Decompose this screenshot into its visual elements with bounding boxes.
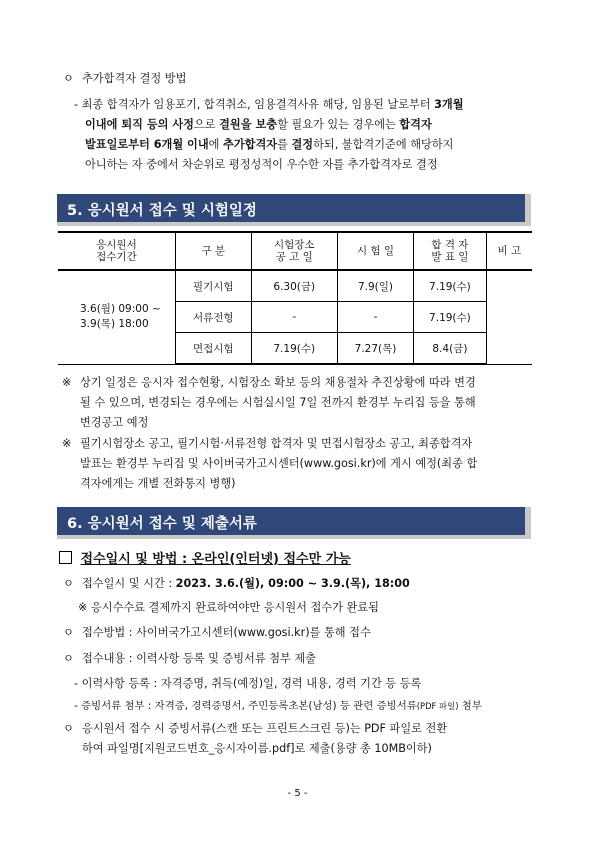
bullet: ㅇ <box>63 626 74 639</box>
checkbox-icon <box>59 551 72 564</box>
header-cell: 응시원서 접수기간 <box>58 232 175 270</box>
table-cell: 서류전형 <box>175 302 251 333</box>
paragraph-line: 발표일로부터 6개월 이내에 추가합격자를 결정하되, 불합격기준에 해당하지 <box>85 138 454 151</box>
schedule-table <box>58 231 532 365</box>
header-cell: 구 분 <box>175 232 251 270</box>
paragraph-line: 아니하는 자 중에서 차순위로 평정성적이 우수한 자를 추가합격자로 결정 <box>85 158 438 171</box>
header-cell: 합 격 자 발 표 일 <box>414 232 486 270</box>
table-cell: 필기시험 <box>175 270 251 302</box>
table-cell: 6.30(금) <box>251 270 337 302</box>
list-item: 접수일시 및 시간 : 2023. 3.6.(월), 09:00 ~ 3.9.(목), 18:00 <box>82 577 410 590</box>
sub-list-item: - 이력사항 등록 : 자격증명, 취득(예정)일, 경력 내용, 경력 기간 등 등록 <box>74 677 422 690</box>
period-cell: 3.6(월) 09:00 ~ 3.9(목) 18:00 <box>58 270 175 364</box>
bullet: ㅇ <box>63 722 74 735</box>
table-row <box>58 270 532 302</box>
list-item: 접수내용 : 이력사항 등록 및 증빙서류 첨부 제출 <box>82 652 316 665</box>
note-line: 필기시험장소 공고, 필기시험·서류전형 합격자 및 면접시험장소 공고, 최종합격자 <box>80 437 473 450</box>
list-item: 하여 파일명[지원코드번호_응시자이름.pdf]로 제출(용량 총 10MB이하) <box>82 742 432 755</box>
subheading: 접수일시 및 방법 : 온라인(인터넷) 접수만 가능 <box>59 548 351 567</box>
header-cell: 시 험 일 <box>337 232 413 270</box>
section-item-title: 추가합격자 결정 방법 <box>82 72 187 85</box>
section-6-header <box>57 507 531 539</box>
remarks-cell <box>486 270 532 364</box>
table-cell: 7.19(수) <box>414 302 486 333</box>
note-mark: ※ <box>62 437 72 450</box>
sub-list-item: - 증빙서류 첨부 : 자격증, 경력증명서, 주민등록초본(남성) 등 관련 증빙서류(PDF 파일) 첨부 <box>74 700 482 712</box>
table-cell: 7.27(목) <box>337 333 413 365</box>
header-cell: 비 고 <box>486 232 532 270</box>
note-line: 상기 일정은 응시자 접수현황, 시험장소 확보 등의 채용절차 추진상황에 따라 변경 <box>80 376 476 389</box>
section-5-header <box>57 194 531 226</box>
table-cell: 7.9(일) <box>337 270 413 302</box>
table-cell: 8.4(금) <box>414 333 486 365</box>
note-line: 발표는 환경부 누리집 및 사이버국가고시센터(www.gosi.kr)에 게시 예정(최종 합 <box>80 457 478 470</box>
list-item: 접수방법 : 사이버국가고시센터(www.gosi.kr)를 통해 접수 <box>82 626 371 639</box>
paragraph-line: - 최종 합격자가 임용포기, 합격취소, 임용결격사유 해당, 임용된 날로부터 3개월 <box>74 98 464 111</box>
header-cell: 시험장소 공 고 일 <box>251 232 337 270</box>
note-mark: ※ <box>62 376 72 389</box>
note-line: 될 수 있으며, 변경되는 경우에는 시험실시일 7일 전까지 환경부 누리집 등을 통해 <box>80 396 476 409</box>
section-title: 5. 응시원서 접수 및 시험일정 <box>67 203 257 219</box>
page-number: - 5 - <box>287 788 308 799</box>
bullet: ㅇ <box>63 577 74 590</box>
bullet: ㅇ <box>63 652 74 665</box>
table-cell: 7.19(수) <box>414 270 486 302</box>
table-cell: - <box>337 302 413 333</box>
bullet: ㅇ <box>63 72 74 85</box>
table-header-row <box>58 232 532 270</box>
table-cell: - <box>251 302 337 333</box>
note-line: ※ 응시수수료 결제까지 완료하여야만 응시원서 접수가 완료됨 <box>78 601 379 614</box>
table-cell: 면접시험 <box>175 333 251 365</box>
section-title: 6. 응시원서 접수 및 제출서류 <box>67 516 257 532</box>
note-line: 격자에게는 개별 전화통지 병행) <box>80 477 236 490</box>
list-item: 응시원서 접수 시 증빙서류(스캔 또는 프린트스크린 등)는 PDF 파일로 전환 <box>82 722 448 735</box>
paragraph-line: 이내에 퇴직 등의 사정으로 결원을 보충할 필요가 있는 경우에는 합격자 <box>85 118 432 131</box>
table-cell: 7.19(수) <box>251 333 337 365</box>
note-line: 변경공고 예정 <box>80 416 149 429</box>
